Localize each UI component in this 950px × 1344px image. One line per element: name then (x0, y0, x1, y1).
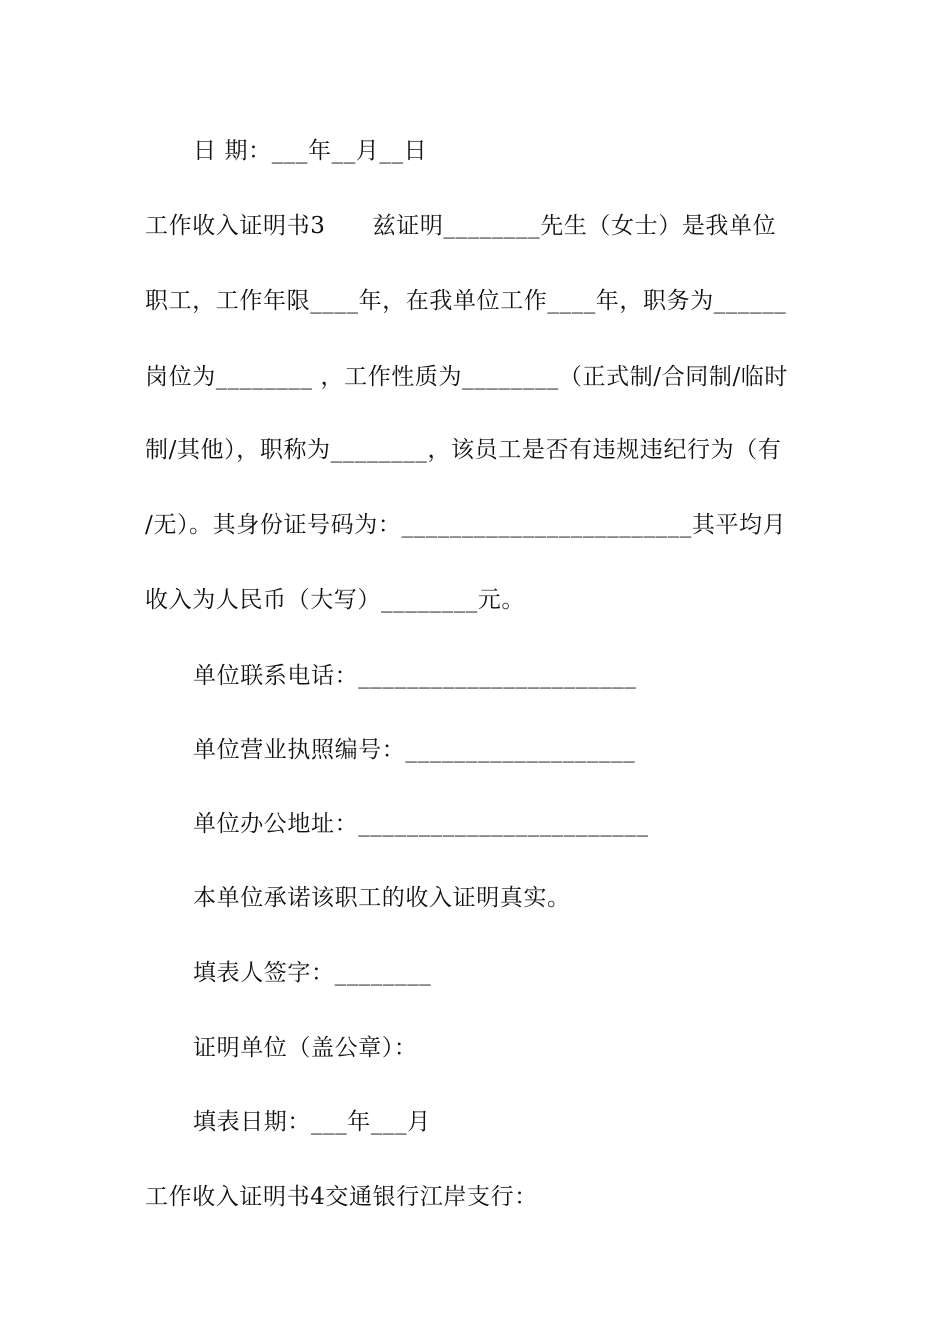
certificate-4-heading-line: 工作收入证明书4交通银行江岸支行： (145, 1184, 538, 1210)
signature-line: 填表人签字：________ (193, 960, 432, 986)
seal-line: 证明单位（盖公章）： (193, 1035, 418, 1061)
income-line: 收入为人民币（大写）________元。 (145, 587, 525, 613)
business-license-line: 单位营业执照编号：___________________ (193, 737, 636, 763)
fill-date-line: 填表日期：___年___月 (193, 1109, 431, 1135)
title-violation-line: 制/其他），职称为________，该员工是否有违规违纪行为（有 (145, 437, 782, 463)
commitment-line: 本单位承诺该职工的收入证明真实。 (193, 885, 571, 911)
certificate-3-heading-line: 工作收入证明书3 兹证明________先生（女士）是我单位 (145, 213, 777, 239)
date-line: 日 期：___年__月__日 (193, 138, 428, 164)
position-nature-line: 岗位为________ ，工作性质为________（正式制/合同制/临时 (145, 364, 789, 390)
id-number-line: /无）。其身份证号码为：________________________其平均月 (145, 512, 787, 538)
unit-phone-line: 单位联系电话：_______________________ (193, 663, 637, 689)
employment-years-line: 职工，工作年限____年，在我单位工作____年，职务为______ (145, 288, 787, 314)
office-address-line: 单位办公地址：________________________ (193, 811, 649, 837)
